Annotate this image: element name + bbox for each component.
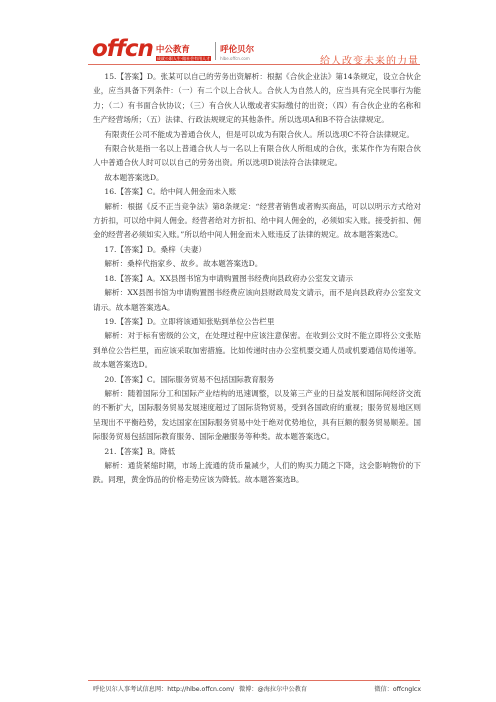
paragraph: 故本题答案选D。 [104,172,164,182]
paragraph: 有限合伙是指一名以上普通合伙人与一名以上有限合伙人所组成的合伙，张某作作为有限合伙人中普通合伙人时可以以自己的劳务出资。所以选项D说法符合法律规定。 [93,144,421,168]
answer-line: 16.【答案】C。给中间人佣金而未入账 [104,187,237,197]
answer-line: 21.【答案】B。降低 [104,446,176,456]
paragraph: 15.【答案】D。张某可以自己的劳务出资解析：根据《合伙企业法》第14条规定，设立合伙企业，应当具备下列条件：（一）有二个以上合伙人。合伙人为自然人的，应当具有完全民事行为能力；（二）有书面合伙协议；（三）有合伙人认缴或者实际缴付的出资；（四）有合伙企业的名称和生产经营场所；（五）法律、行政法规规定的其他条件。所以选项A和B不符合法律规定。 [93,72,421,125]
paragraph: 解析：随着国际分工和国际产业结构的迅速调整，以及第三产业的日益发展和国际间经济交流的不断扩大，国际服务贸易发展速度超过了国际货物贸易，受到各国政府的重视；服务贸易地区则呈现出不平衡趋势，发达国家在国际服务贸易中处于绝对优势地位，具有巨额的服务贸易顺差。国际服务贸易包括国际教育服务、国际金融服务等种类。故本题答案选C。 [93,388,421,442]
footer-wechat: 微信：offcnglcx [374,686,421,693]
logo-branch-block [220,46,254,61]
answer-line: 18.【答案】A。XX县图书馆为申请购置图书经费向县政府办公室发文请示 [104,273,353,283]
answer-line: 19.【答案】D。立即将该通知张贴到单位公告栏里 [104,316,275,326]
paragraph: 解析：XX县图书馆为申请购置图书经费应该向县财政局发文请示，而不是向县政府办公室发文请示。故本题答案选A。 [93,288,421,312]
header-slogan: 给人改变未来的力量 [320,56,419,67]
logo-cn-top: 中公教育 [155,45,190,56]
footer-weibo: 微博：@海拉尔中公教育 [239,686,308,693]
document-body [93,70,421,488]
paragraph: 解析：对于标有密级的公文，在处理过程中应该注意保密。在收到公文时不能立即将公文张贴到单位公告栏里，而应该采取加密措施。比如传递时由办公室机要交通人员或机要通信局传递等。故本题答案选D。 [93,331,421,370]
paragraph: 解析：通货紧缩时期，市场上流通的货币量减少，人们的购买力随之下降，这会影响物价的下跌。同理，黄金饰品的价格走势应该为降低。故本题答案选B。 [93,460,421,485]
answer-line: 20.【答案】C。国际服务贸易不包括国际教育服务 [104,374,275,384]
header-divider [88,64,420,65]
logo-offcn-text: offcn [92,36,153,62]
page-header [0,0,496,70]
logo-cn-block [156,46,211,61]
paragraph: 解析：根据《反不正当竞争法》第8条规定：“经营者销售或者购买商品，可以以明示方式给对方折扣，可以给中间人佣金。经营者给对方折扣、给中间人佣金的，必须如实入账。接受折扣、佣金的经营者必须如实入账。”所以给中间人佣金而未入账违反了法律的规定。故本题答案选C。 [93,201,421,240]
offcn-logo [92,38,254,61]
logo-branch-name: 呼伦贝尔 [220,45,255,56]
logo-branch-url: hlbe.offcn.com [220,55,250,61]
logo-divider [215,42,216,60]
footer-divider [88,680,420,681]
paragraph: 有限责任公司不能成为普通合伙人，但是可以成为有限合伙人。所以选项C不符合法律规定。 [104,129,414,139]
logo-cn-bottom: 成就公职人生·做社会有用人才 [156,55,211,61]
answer-line: 17.【答案】D。桑梓（夫妻） [104,244,207,254]
paragraph: 解析：桑梓代指家乡、故乡。故本题答案选D。 [104,259,263,269]
footer-info-site-link[interactable]: 呼伦贝尔人事考试信息网：http://hlbe.offcn.com/ [93,686,235,693]
